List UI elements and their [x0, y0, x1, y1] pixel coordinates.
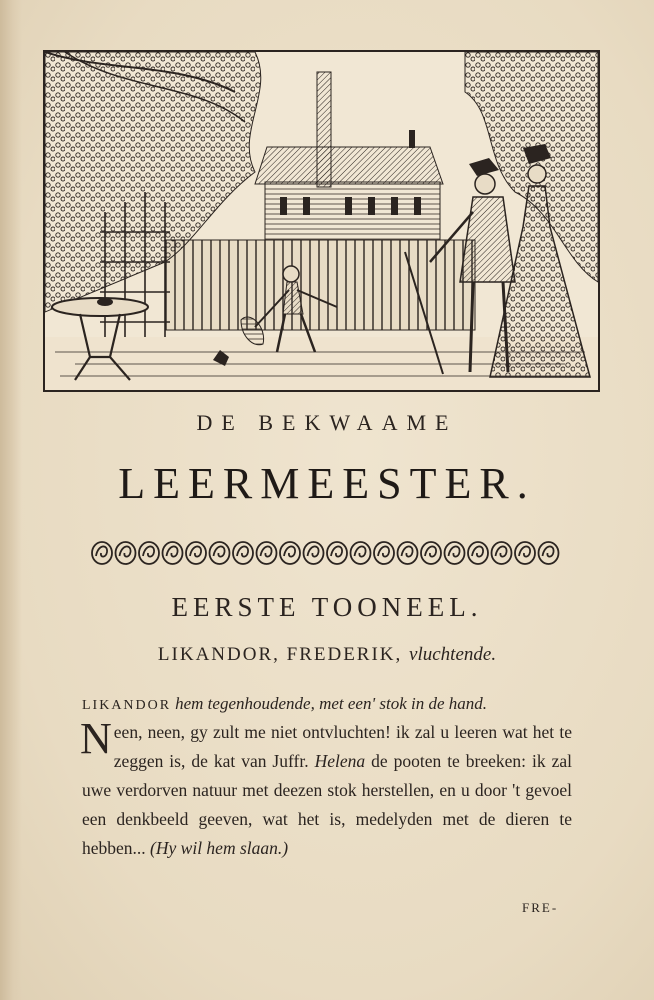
engraving-illustration: [43, 50, 600, 392]
speaker-name: LIKANDOR: [82, 698, 172, 713]
character-direction: vluchtende.: [409, 644, 497, 665]
scene-title: EERSTE TOONEEL.: [171, 592, 483, 622]
character-names: LIKANDOR, FREDERIK,: [157, 644, 403, 665]
catchword: FRE-: [522, 900, 559, 915]
dialogue-text: [80, 714, 573, 863]
drop-capital: N: [80, 714, 112, 763]
speaker-line: [82, 694, 582, 714]
ornament-divider: [90, 536, 564, 570]
speaker-direction: hem tegenhoudende, met een' stok in de hand.: [175, 694, 488, 713]
dialogue-name-italic: Helena: [314, 751, 366, 771]
title-line-small: DE BEKWAAME: [196, 410, 458, 435]
character-list: [0, 644, 654, 666]
stage-direction: (Hy wil hem slaan.): [150, 838, 289, 858]
title-line-large: LEERMEESTER.: [118, 459, 536, 508]
dialogue-part-1: een, neen, gy zult me niet ontvluchten! ik zal u leeren wat het te zeggen is, de kat van Juffr.: [113, 722, 572, 771]
dialogue-part-2: de pooten te breeken: ik zal uwe verdorven natuur met deezen stok herstellen, en u door 't gevoel een denkbeeld geeven, wat het is, medelyden met de dieren te hebben...: [82, 751, 573, 858]
